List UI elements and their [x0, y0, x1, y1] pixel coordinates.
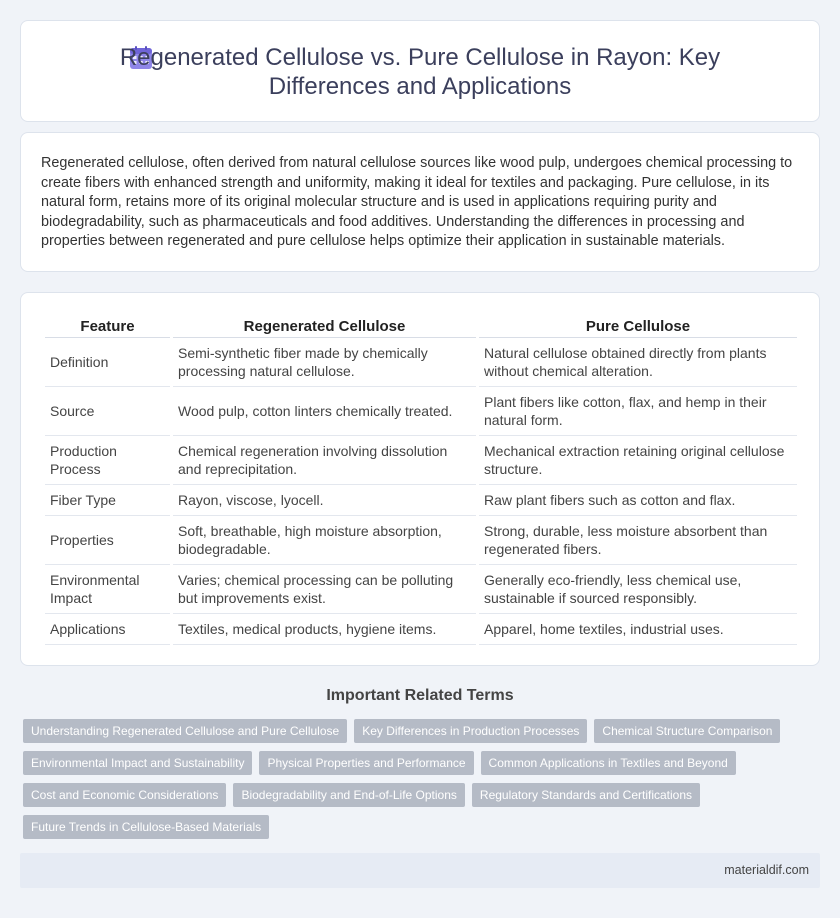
- intro-card: [20, 132, 820, 272]
- cell-pure: Generally eco-friendly, less chemical use, sustainable if sourced responsibly.: [479, 565, 797, 614]
- header-pure: Pure Cellulose: [479, 315, 797, 338]
- page-title: Regenerated Cellulose vs. Pure Cellulose in Rayon: Key Differences and Applications: [119, 44, 721, 100]
- cell-pure: Raw plant fibers such as cotton and flax.: [479, 485, 797, 516]
- related-term-tag[interactable]: Common Applications in Textiles and Beyond: [481, 751, 736, 775]
- header-feature: Feature: [45, 315, 170, 338]
- cell-regenerated: Chemical regeneration involving dissolution and reprecipitation.: [173, 436, 476, 485]
- table-row: [45, 485, 797, 516]
- cell-regenerated: Textiles, medical products, hygiene items.: [173, 614, 476, 645]
- table-row: [45, 614, 797, 645]
- cell-feature: Production Process: [45, 436, 170, 485]
- header-regenerated: Regenerated Cellulose: [173, 315, 476, 338]
- related-term-tag[interactable]: Physical Properties and Performance: [259, 751, 473, 775]
- cell-pure: Strong, durable, less moisture absorbent than regenerated fibers.: [479, 516, 797, 565]
- cell-regenerated: Soft, breathable, high moisture absorption, biodegradable.: [173, 516, 476, 565]
- cell-regenerated: Rayon, viscose, lyocell.: [173, 485, 476, 516]
- related-term-tag[interactable]: Biodegradability and End-of-Life Options: [233, 783, 464, 807]
- cell-feature: Applications: [45, 614, 170, 645]
- intro-paragraph: Regenerated cellulose, often derived from natural cellulose sources like wood pulp, undergoes chemical processing to create fibers with enhanced strength and uniformity, making it ideal for textiles and packaging. Pure cellulose, in its natural form, retains more of its original molecular structure and is used in applications requiring purity and biodegradability, such as pharmaceuticals and food additives. Understanding the differences in processing and properties between regenerated and pure cellulose helps optimize their application in sustainable materials.: [41, 155, 793, 250]
- cell-regenerated: Semi-synthetic fiber made by chemically processing natural cellulose.: [173, 338, 476, 387]
- cell-feature: Fiber Type: [45, 485, 170, 516]
- related-term-tag[interactable]: Understanding Regenerated Cellulose and Pure Cellulose: [23, 719, 347, 743]
- related-terms-title: Important Related Terms: [326, 687, 514, 704]
- table-row: [45, 565, 797, 614]
- cell-regenerated: Varies; chemical processing can be polluting but improvements exist.: [173, 565, 476, 614]
- cell-regenerated: Wood pulp, cotton linters chemically treated.: [173, 387, 476, 436]
- table-row: [45, 387, 797, 436]
- related-term-tag[interactable]: Key Differences in Production Processes: [354, 719, 587, 743]
- related-term-tag[interactable]: Regulatory Standards and Certifications: [472, 783, 700, 807]
- table-row: [45, 338, 797, 387]
- cell-pure: Mechanical extraction retaining original cellulose structure.: [479, 436, 797, 485]
- related-term-tag[interactable]: Chemical Structure Comparison: [594, 719, 780, 743]
- cell-pure: Natural cellulose obtained directly from plants without chemical alteration.: [479, 338, 797, 387]
- cell-feature: Definition: [45, 338, 170, 387]
- footer-site-link[interactable]: materialdif.com: [724, 863, 809, 877]
- related-term-tag[interactable]: Cost and Economic Considerations: [23, 783, 226, 807]
- cell-pure: Apparel, home textiles, industrial uses.: [479, 614, 797, 645]
- related-term-tag[interactable]: Environmental Impact and Sustainability: [23, 751, 252, 775]
- cell-feature: Source: [45, 387, 170, 436]
- table-row: [45, 436, 797, 485]
- cell-feature: Properties: [45, 516, 170, 565]
- header-card: [20, 20, 820, 122]
- cell-feature: Environmental Impact: [45, 565, 170, 614]
- cell-pure: Plant fibers like cotton, flax, and hemp in their natural form.: [479, 387, 797, 436]
- comparison-table-card: [20, 292, 820, 666]
- table-header-row: [45, 315, 797, 338]
- comparison-table: [42, 315, 800, 645]
- table-row: [45, 516, 797, 565]
- related-terms-list: [23, 719, 813, 839]
- footer: [20, 853, 820, 888]
- related-term-tag[interactable]: Future Trends in Cellulose-Based Materials: [23, 815, 269, 839]
